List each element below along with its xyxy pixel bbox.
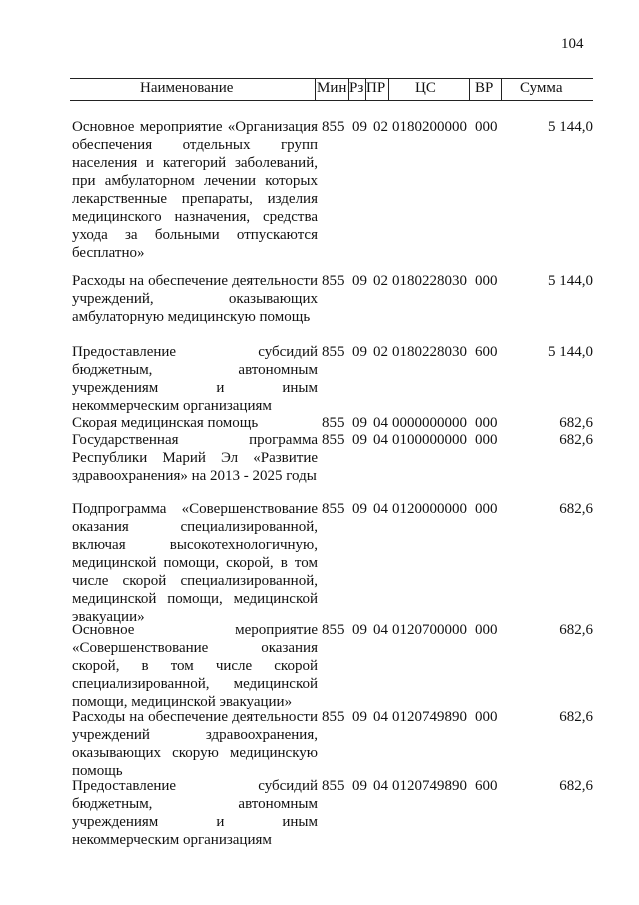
row-min: 855 — [322, 344, 345, 360]
row-sum: 682,6 — [559, 778, 593, 794]
row-cs: 0120700000 — [392, 622, 467, 638]
row-min: 855 — [322, 709, 345, 725]
row-rz: 09 — [352, 415, 367, 431]
row-cs: 0120000000 — [392, 501, 467, 517]
row-sum: 682,6 — [559, 432, 593, 448]
row-sum: 5 144,0 — [548, 119, 593, 135]
row-name: Основное мероприятие «Совершенствование оказания скорой, в том числе скорой специализированной, медицинской помощи, медицинской эвакуации» — [72, 622, 318, 710]
header-min: Мин — [317, 80, 347, 96]
header-pr: ПР — [366, 80, 386, 96]
row-pr: 04 — [373, 778, 388, 794]
row-vr: 000 — [475, 501, 498, 517]
row-vr: 000 — [475, 622, 498, 638]
row-min: 855 — [322, 501, 345, 517]
row-sum: 5 144,0 — [548, 344, 593, 360]
row-vr: 600 — [475, 778, 498, 794]
row-name: Государственная программа Республики Марий Эл «Развитие здравоохранения» на 2013 - 2025 годы — [72, 432, 318, 484]
row-sum: 682,6 — [559, 501, 593, 517]
row-name: Основное мероприятие «Организация обеспечения отдельных групп населения и категорий заболеваний, при амбулаторном лечении которых лекарственные препараты, изделия медицинского назначения, средства ухода за больными отпускаются бесплатно» — [72, 119, 318, 261]
row-pr: 02 — [373, 273, 388, 289]
row-cs: 0000000000 — [392, 415, 467, 431]
row-name: Расходы на обеспечение деятельности учреждений здравоохранения, оказывающих скорую медицинскую помощь — [72, 709, 318, 779]
row-rz: 09 — [352, 622, 367, 638]
row-rz: 09 — [352, 119, 367, 135]
row-vr: 000 — [475, 119, 498, 135]
row-rz: 09 — [352, 432, 367, 448]
row-pr: 04 — [373, 709, 388, 725]
row-vr: 000 — [475, 273, 498, 289]
header-separator — [388, 78, 389, 100]
row-rz: 09 — [352, 709, 367, 725]
row-min: 855 — [322, 273, 345, 289]
row-cs: 0120749890 — [392, 778, 467, 794]
row-sum: 682,6 — [559, 415, 593, 431]
row-cs: 0180228030 — [392, 273, 467, 289]
header-separator — [469, 78, 470, 100]
row-min: 855 — [322, 778, 345, 794]
row-sum: 5 144,0 — [548, 273, 593, 289]
row-sum: 682,6 — [559, 622, 593, 638]
row-pr: 04 — [373, 415, 388, 431]
header-vr: ВР — [475, 80, 494, 96]
table-header-bottom-rule — [70, 100, 593, 101]
table-header-top-rule — [70, 78, 593, 79]
page-number: 104 — [561, 36, 584, 52]
row-pr: 04 — [373, 501, 388, 517]
row-min: 855 — [322, 415, 345, 431]
row-min: 855 — [322, 432, 345, 448]
row-pr: 04 — [373, 432, 388, 448]
row-vr: 000 — [475, 432, 498, 448]
row-cs: 0100000000 — [392, 432, 467, 448]
row-sum: 682,6 — [559, 709, 593, 725]
row-pr: 02 — [373, 119, 388, 135]
row-rz: 09 — [352, 273, 367, 289]
row-name: Скорая медицинская помощь — [72, 415, 259, 431]
row-pr: 04 — [373, 622, 388, 638]
row-min: 855 — [322, 119, 345, 135]
row-cs: 0180228030 — [392, 344, 467, 360]
header-rz: Рз — [349, 80, 364, 96]
header-separator — [501, 78, 502, 100]
row-vr: 000 — [475, 415, 498, 431]
header-separator — [315, 78, 316, 100]
row-vr: 000 — [475, 709, 498, 725]
row-vr: 600 — [475, 344, 498, 360]
row-name: Расходы на обеспечение деятельности учреждений, оказывающих амбулаторную медицинскую помощь — [72, 273, 318, 325]
row-cs: 0180200000 — [392, 119, 467, 135]
row-min: 855 — [322, 622, 345, 638]
row-rz: 09 — [352, 344, 367, 360]
row-rz: 09 — [352, 778, 367, 794]
row-name: Предоставление субсидий бюджетным, автономным учреждениям и иным некоммерческим организациям — [72, 344, 318, 414]
row-pr: 02 — [373, 344, 388, 360]
header-sum: Сумма — [520, 80, 563, 96]
header-cs: ЦС — [415, 80, 436, 96]
row-cs: 0120749890 — [392, 709, 467, 725]
row-name: Предоставление субсидий бюджетным, автономным учреждениям и иным некоммерческим организациям — [72, 778, 318, 848]
header-name: Наименование — [140, 80, 234, 96]
row-name: Подпрограмма «Совершенствование оказания специализированной, включая высокотехнологичную, медицинской помощи, скорой, в том числе скорой специализированной, медицинской помощи, медицинской эвакуации» — [72, 501, 318, 625]
row-rz: 09 — [352, 501, 367, 517]
